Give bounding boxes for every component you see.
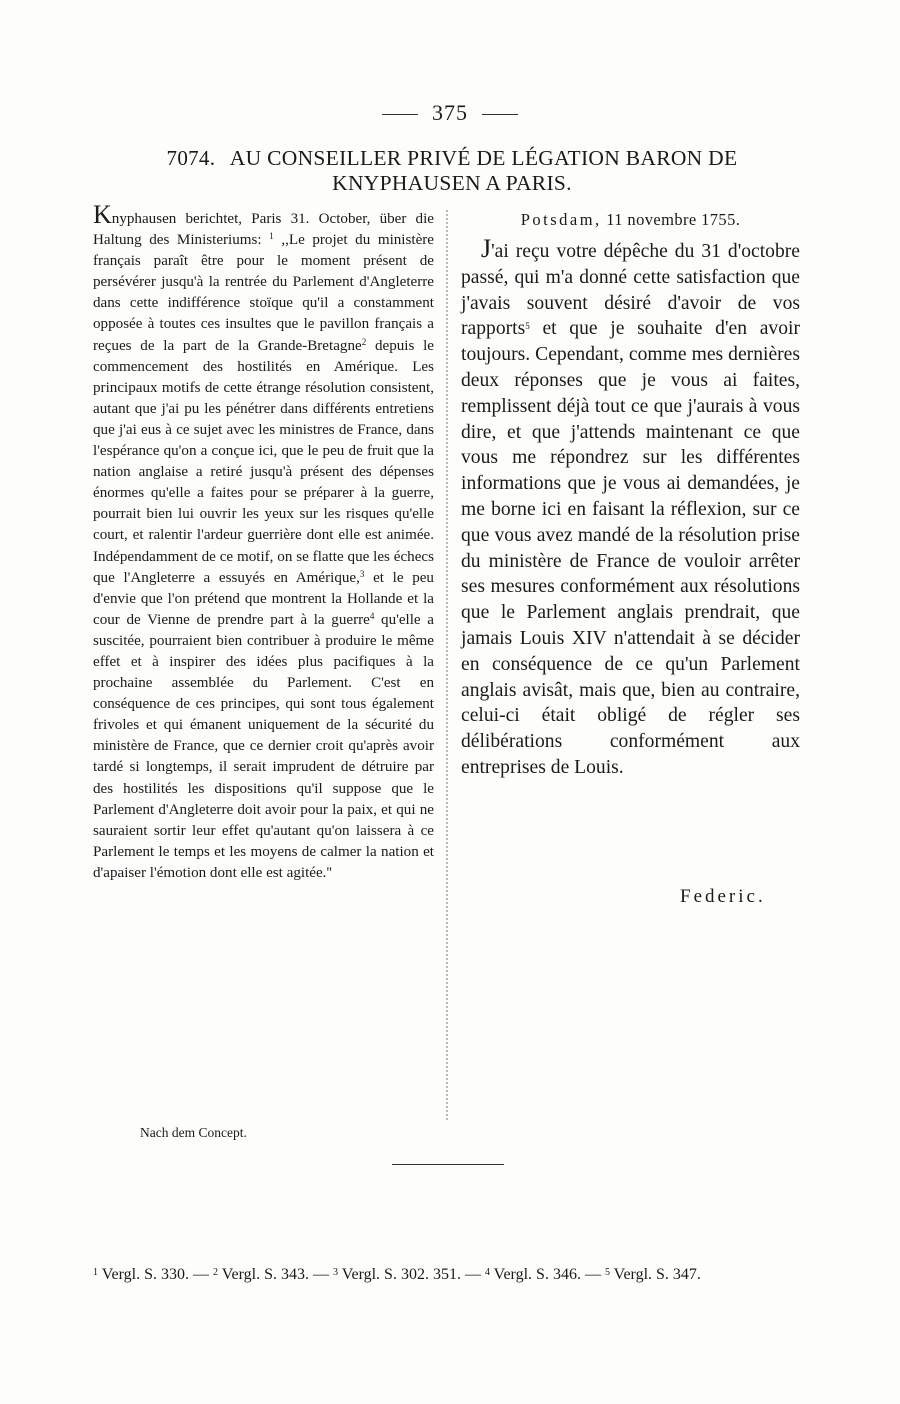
footnote-item	[605, 1266, 701, 1283]
footnote-text: Vergl. S. 302. 351. —	[341, 1266, 481, 1283]
footnote-mark: 3	[332, 1267, 338, 1278]
summary-intro: nyphausen berichtet, Paris 31. October, über die Haltung des Ministeriums:	[93, 211, 434, 249]
document-number: 7074.	[166, 146, 216, 170]
footnote-ref-3[interactable]: 3	[359, 568, 365, 579]
letter-date: 11 novembre 1755.	[606, 210, 741, 229]
letter-place: Potsdam,	[520, 210, 602, 229]
page-number: 375	[432, 100, 468, 125]
heading-title-line2: KNYPHAUSEN A PARIS.	[332, 171, 572, 195]
footnote-item	[333, 1266, 481, 1283]
letter-dropcap: J	[481, 234, 492, 263]
footnote-item	[485, 1266, 601, 1283]
footnote-text: Vergl. S. 346. —	[493, 1266, 601, 1283]
footnotes	[93, 1260, 805, 1287]
end-rule	[392, 1164, 504, 1165]
page-number-dash-left	[382, 114, 418, 115]
summary-dropcap: K	[93, 200, 112, 229]
footnote-ref-2[interactable]: 2	[361, 336, 367, 347]
signature: Federic.	[680, 886, 766, 907]
footnote-item	[213, 1266, 329, 1283]
letter-body-part-1: 'ai reçu votre dépêche du 31 d'octobre passé, qui m'a donné cette satisfaction que j'avais souvent désiré d'avoir de vos rapports	[461, 241, 800, 340]
quote-part-4: qu'elle a suscitée, pourraient bien contribuer à produire le même effet et à inspirer des idées plus pacifiques à la prochaine assemblée du Parlement. C'est en conséquence de ces principes, qui sont tous également frivoles et qui émanent uniquement de la sécurité du ministère de France, que ce dernier croit qu'après avoir tardé si longtemps, il serait imprudent de détruire par des hostilités les dispositions qu'il suppose que le Parlement d'Angleterre doit avoir pour la paix, et qui ne sauraient sortir leur effet qu'autant qu'on laissera à ce Parlement le temps et les moyens de calmer la nation et d'apaiser l'émotion dont elle est agitée.''	[93, 611, 434, 881]
summary-text	[93, 200, 434, 884]
footnote-text: Vergl. S. 330. —	[101, 1266, 209, 1283]
summary-column	[93, 200, 434, 884]
letter-column	[461, 210, 800, 781]
page-number-dash-right	[482, 114, 518, 115]
source-note: Nach dem Concept.	[140, 1125, 247, 1140]
footnote-mark: 5	[604, 1267, 610, 1278]
footnote-ref-4[interactable]: 4	[369, 610, 375, 621]
footnote-mark: 1	[93, 1267, 98, 1278]
quote-part-1: ,,Le projet du ministère français paraît être pour le moment présent de persévérer jusqu'à la rentrée du Parlement d'Angleterre dans cette indifférence stoïque qu'il a constamment opposée à toutes ces insultes que le pavillon français a reçues de la part de la Grande-Bretagne	[93, 232, 434, 354]
document-heading	[112, 146, 792, 196]
quote-part-3: et le peu d'envie que l'on prétend que montrent la Hollande et la cour de Vienne de prendre part à la guerre	[93, 569, 434, 628]
footnote-mark: 4	[484, 1267, 490, 1278]
letter-dateline	[461, 210, 800, 230]
footnote-text: Vergl. S. 347.	[613, 1266, 701, 1283]
letter-body	[461, 236, 800, 781]
footnote-ref-1[interactable]: 1	[269, 231, 274, 242]
footnote-mark: 2	[212, 1267, 218, 1278]
quote-part-2: depuis le commencement des hostilités en Amérique. Les principaux motifs de cette étrange résolution consistent, autant que j'ai pu les pénétrer dans différents entretiens que j'ai eus à ce sujet avec les ministres de France, dans l'espérance qu'on a conçue ici, que le peu de fruit que la nation anglaise a retiré jusqu'à présent des dépenses énormes qu'elle a faites pour se préparer à la guerre, pourrait bien lui ouvrir les yeux sur les risques qu'elle court, et ralentir l'ardeur guerrière dont elle est animée. Indépendamment de ce motif, on se flatte que les échecs que l'Angleterre a essuyés en Amérique,	[93, 337, 434, 586]
letter-body-part-2: et que je souhaite d'en avoir toujours. Cependant, comme mes dernières deux réponses que je vous ai faites, remplissent déjà tout ce que j'aurais à vous dire, et que j'attends maintenant ce que vous me répondrez sur les différentes informations que je vous ai demandées, je me borne ici en faisant la réflexion, sur ce que vous avez mandé de la résolution prise du ministère de France de vouloir arrêter ses mesures conformément aux résolutions que le Parlement anglais prendrait, que jamais Louis XIV n'attendait à se décider en conséquence de ce qu'un Parlement anglais avisât, mais que, bien au contraire, celui-ci était obligé de régler ses délibérations conformément aux entreprises de Louis.	[461, 318, 800, 778]
column-divider	[446, 210, 448, 1120]
footnote-item	[93, 1266, 209, 1283]
page-number-row	[0, 100, 900, 126]
footnote-text: Vergl. S. 343. —	[221, 1266, 329, 1283]
footnote-ref-5[interactable]: 5	[525, 321, 530, 332]
heading-title-line1: AU CONSEILLER PRIVÉ DE LÉGATION BARON DE	[229, 146, 738, 170]
